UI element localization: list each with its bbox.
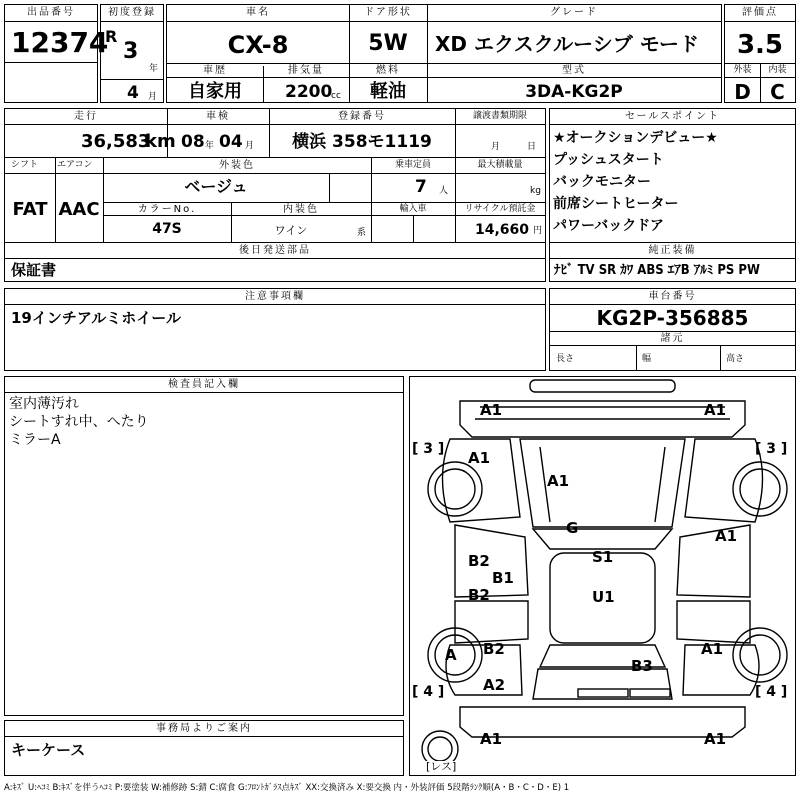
spec-label: 諸元	[660, 333, 685, 344]
damage-mark: B2	[483, 640, 505, 658]
damage-mark: S1	[592, 548, 614, 566]
lot-label: 出品番号	[27, 7, 75, 18]
length-label: 長さ	[556, 354, 575, 364]
equipment-item: PW	[738, 263, 760, 278]
insp-year: 08	[181, 132, 205, 152]
mileage-label: 走行	[74, 111, 98, 122]
displacement-label: 排気量	[288, 65, 324, 76]
damage-mark: A1	[701, 640, 724, 658]
shift-value: FAT	[12, 199, 48, 220]
sales-point-item: プッシュスタート	[553, 152, 664, 168]
sales-point-item: 前席シートヒーター	[553, 196, 679, 212]
score-box	[724, 4, 796, 103]
notes-text: 19インチアルミホイール	[11, 309, 181, 327]
equipment-item: ﾅﾋﾞ	[554, 263, 574, 278]
notes-box	[4, 288, 546, 371]
office-text: キーケース	[11, 741, 86, 759]
ext-color: ベージュ	[184, 177, 248, 196]
wheel-front-left	[428, 462, 482, 516]
equipment-item: ABS	[637, 263, 664, 278]
equipment-item: ｶﾜ	[620, 263, 634, 278]
equipment-label: 純正装備	[648, 245, 697, 256]
capacity-label: 乗車定員	[394, 160, 431, 170]
sales-point-item: ★オークションデビュー★	[553, 130, 718, 146]
ext-grade: D	[734, 80, 751, 104]
score-value: 3.5	[736, 30, 784, 60]
era-mark: R	[105, 27, 118, 46]
color-no: 47S	[152, 221, 182, 237]
damage-mark: A2	[483, 676, 506, 694]
load-unit: kg	[530, 186, 541, 196]
details-box	[4, 108, 546, 282]
office-box	[4, 720, 404, 776]
equipment-item: PS	[717, 263, 735, 278]
inspector-line: 室内薄汚れ	[9, 396, 79, 412]
notes-label: 注意事項欄	[245, 291, 305, 302]
insp-month-unit: 月	[245, 141, 255, 151]
office-label: 事務局よりご案内	[156, 723, 252, 734]
insp-year-unit: 年	[205, 141, 215, 151]
tire-left-rear: [ 4 ]	[412, 684, 445, 700]
door-label: ドア形状	[364, 7, 412, 18]
ext-grade-label: 外装	[733, 65, 752, 75]
damage-mark: B3	[631, 657, 653, 675]
displacement-value: 2200	[285, 82, 333, 102]
car-name-label: 車名	[246, 7, 270, 18]
insp-month: 04	[219, 132, 243, 152]
damage-mark: G	[566, 519, 579, 537]
reg-number-label: 登録番号	[338, 111, 386, 122]
aircon-value: AAC	[58, 199, 100, 220]
model-code: 3DA-KG2P	[525, 82, 623, 102]
transfer-label: 譲渡書類期限	[472, 111, 527, 121]
import-label: 輸入車	[399, 204, 427, 214]
int-grade-label: 内装	[768, 65, 787, 75]
car-diagram-box	[409, 376, 796, 776]
int-grade: C	[770, 80, 785, 104]
capacity-unit: 人	[439, 186, 449, 196]
grade-label: グレード	[550, 7, 598, 18]
recycle-label: リサイクル預託金	[464, 204, 536, 214]
tire-left-front: [ 3 ]	[412, 441, 445, 457]
front-right-door	[677, 525, 750, 597]
damage-mark: A1	[468, 449, 491, 467]
tire-right-front: [ 3 ]	[755, 441, 788, 457]
car-name: CX-8	[227, 31, 289, 59]
score-label: 評価点	[742, 7, 778, 18]
chassis-number: KG2P-356885	[596, 306, 749, 330]
recycle-value: 14,660	[475, 222, 530, 238]
damage-mark: A	[445, 646, 457, 664]
chassis-label: 車台番号	[648, 291, 697, 302]
inspector-box	[4, 376, 404, 716]
door-type: 5W	[368, 31, 408, 56]
color-no-label: カラーNo.	[137, 204, 197, 215]
transfer-day-unit: 日	[527, 142, 537, 152]
rear-bumper	[460, 707, 745, 737]
history-value: 自家用	[188, 81, 242, 102]
damage-mark: U1	[592, 588, 615, 606]
parts-value: 保証書	[11, 261, 57, 279]
width-label: 幅	[642, 354, 652, 364]
damage-mark: A1	[704, 401, 727, 419]
lot-number: 12374	[11, 26, 109, 59]
damage-mark: B2	[468, 586, 490, 604]
parts-label: 後日発送部品	[239, 245, 311, 256]
height-label: 高さ	[726, 354, 745, 364]
damage-mark: B1	[492, 569, 514, 587]
sales-point-item: バックモニター	[553, 174, 651, 190]
km-unit: km	[145, 131, 176, 152]
equipment-item: ｴｱB	[667, 263, 690, 278]
first-reg-month: 4	[127, 83, 139, 103]
month-unit: 月	[148, 92, 158, 102]
mileage-value: 36,583	[81, 131, 151, 152]
inspector-label: 検査員記入欄	[168, 379, 240, 390]
front-right-fender	[685, 439, 763, 522]
first-reg-year: 3	[123, 39, 139, 64]
damage-mark: B2	[468, 552, 490, 570]
int-color: ワイン	[274, 224, 308, 237]
rear-left-door	[455, 601, 528, 643]
bumper-top	[530, 380, 675, 392]
damage-mark: A1	[480, 730, 503, 748]
reg-number: 横浜 358モ1119	[292, 132, 432, 152]
model-label: 型式	[562, 65, 586, 76]
main-header-box	[166, 4, 722, 103]
sales-point-item: パワーバックドア	[553, 218, 664, 234]
sales-points-label: セールスポイント	[624, 111, 721, 122]
wheel-front-right	[733, 462, 787, 516]
shift-label: シフト	[11, 160, 39, 170]
capacity-value: 7	[415, 177, 427, 197]
rear-right-door	[677, 601, 750, 643]
transfer-month-unit: 月	[491, 142, 501, 152]
car-diagram	[410, 377, 795, 775]
cc-unit: cc	[331, 91, 341, 101]
aircon-label: エアコン	[57, 160, 93, 170]
ext-color-label: 外装色	[219, 160, 255, 171]
load-label: 最大積載量	[477, 160, 523, 170]
tire-right-rear: [ 4 ]	[755, 684, 788, 700]
sales-equip-box	[549, 108, 796, 282]
fuel-label: 燃料	[376, 65, 400, 76]
spare-label: [レス]	[426, 760, 457, 773]
recycle-unit: 円	[533, 226, 543, 236]
lot-box	[4, 4, 109, 103]
equipment-list	[554, 264, 760, 277]
equipment-item: ｱﾙﾐ	[693, 263, 714, 278]
damage-mark: A1	[547, 472, 570, 490]
damage-mark: A1	[480, 401, 503, 419]
chassis-box	[549, 288, 796, 371]
windshield	[533, 529, 672, 549]
int-color-unit: 系	[357, 228, 367, 238]
int-color-label: 内装色	[283, 204, 319, 215]
inspector-line: シートすれ中、へたり	[9, 414, 149, 430]
year-unit: 年	[149, 64, 159, 74]
grade-value: XD エクスクルーシブ モード	[435, 32, 699, 56]
equipment-item: TV	[577, 263, 595, 278]
legend: A:ｷｽﾞ U:ﾍｺﾐ B:ｷｽﾞを伴うﾍｺﾐ P:要塗装 W:補修跡 S:錆 C:腐食 G:ﾌﾛﾝﾄｶﾞﾗｽ点ｷｽﾞ XX:交換済み X:要交換 内・外装評価 5段階ﾗﾝｸ順(A・B・C・D・E) 1	[4, 783, 570, 793]
first-reg-box	[100, 4, 164, 103]
damage-mark: A1	[715, 527, 738, 545]
wheel-rear-right	[733, 628, 787, 682]
first-reg-label: 初度登録	[108, 7, 156, 18]
fuel-value: 軽油	[370, 81, 406, 102]
history-label: 車歴	[203, 65, 227, 76]
damage-mark: A1	[704, 730, 727, 748]
inspector-line: ミラーA	[9, 432, 61, 448]
equipment-item: SR	[598, 263, 617, 278]
inspection-label: 車検	[206, 111, 230, 122]
